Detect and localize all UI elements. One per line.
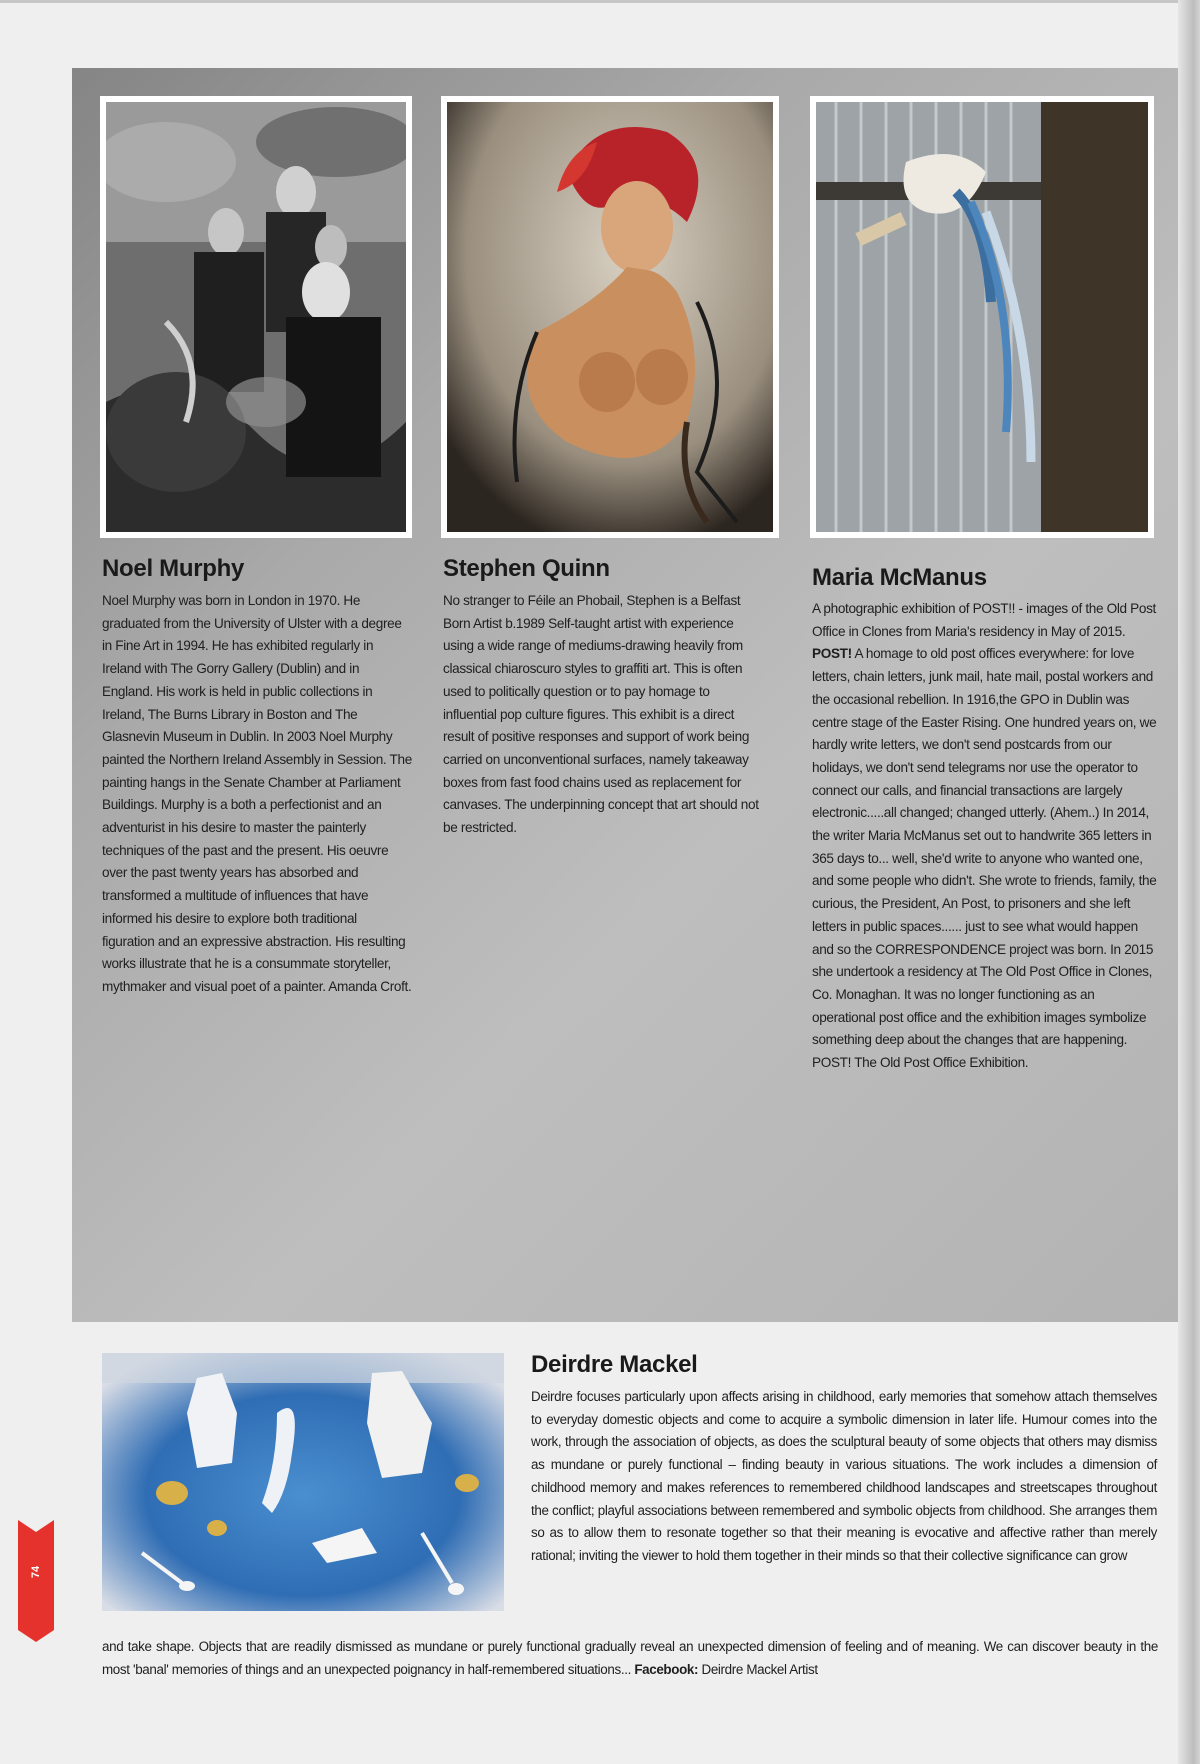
artist-name-maria-mcmanus: Maria McManus xyxy=(812,564,987,591)
page-gutter-shadow xyxy=(1178,0,1200,1764)
artist-name-noel-murphy: Noel Murphy xyxy=(102,555,245,582)
bio-maria-mcmanus xyxy=(812,598,1158,1075)
artist-name-deirdre-mackel: Deirdre Mackel xyxy=(531,1351,698,1378)
bio-maria-end: A homage to old post offices everywhere: for love letters, chain letters, junk mail, hate mail, postal workers and the occasional rebellion. In 1916,the GPO in Dublin was centre stage of the Easter Rising. One hundred years on, we hardly write letters, we don't send postcards from our holidays, we don't send telegrams nor use the operator to connect our calls, and financial transactions are largely electronic.....all changed; changed utterly. (Ahem..) In 2014, the writer Maria McManus set out to handwrite 365 letters in 365 days to... well, she'd write to anyone who wanted one, and some people who didn't. She wrote to friends, family, the curious, the President, An Post, to prisoners and she left letters in public spaces...... just to see what would happen and so the CORRESPONDENCE project was born. In 2015 she undertook a residency at The Old Post Office in Clones, Co. Monaghan. It was no longer functioning as an operational post office and the exhibition images symbolize something deep about the changes that are happening. POST! The Old Post Office Exhibition. xyxy=(812,646,1157,1071)
maria-mcmanus-photograph xyxy=(810,96,1154,538)
page-top-edge xyxy=(0,0,1200,3)
stephen-quinn-painting xyxy=(441,96,779,538)
page-number: 74 xyxy=(30,1565,42,1579)
bio-deirdre-mackel: Deirdre focuses particularly upon affects arising in childhood, early memories that somehow attach themselves to everyday domestic objects and come to acquire a symbolic dimension in later life. Humour comes into the work, through the association of objects, as does the sculptural beauty of some objects that others may dismiss as mundane or purely functional – finding beauty in various situations. The work includes a dimension of childhood memory and makes references to remembered childhood landscapes and streetscapes throughout the conflict; playful associations between remembered and symbolic objects from childhood. She arranges them so as to allow them to resonate together so that their meaning is evocative and affective rather than merely rational; inviting the viewer to hold them together in their minds so that their collective significance can grow xyxy=(531,1389,1157,1563)
facebook-label: Facebook: xyxy=(634,1661,699,1677)
facebook-value: Deirdre Mackel Artist xyxy=(698,1661,818,1677)
artist-name-stephen-quinn: Stephen Quinn xyxy=(443,555,610,582)
bio-stephen-quinn: No stranger to Féile an Phobail, Stephen is a Belfast Born Artist b.1989 Self-taught artist with experience using a wide range of mediums-drawing heavily from classical chiaroscuro styles to graffiti art. This is often used to politically question or to pay homage to influential pop culture figures. This exhibit is a direct result of positive responses and support of work being carried on unconventional surfaces, namely takeaway boxes from fast food chains used as replacement for canvases. The underpinning concept that art should not be restricted. xyxy=(443,593,759,836)
bio-maria-post-bold: POST! xyxy=(812,646,852,662)
bio-noel-murphy: Noel Murphy was born in London in 1970. He graduated from the University of Ulster with a degree in Fine Art in 1994. He has exhibited regularly in Ireland with The Gorry Gallery (Dublin) and in England. His work is held in public collections in Ireland, The Burns Library in Boston and The Glasnevin Museum in Dublin. In 2003 Noel Murphy painted the Northern Ireland Assembly in Session. The painting hangs in the Senate Chamber at Parliament Buildings. Murphy is a both a perfectionist and an adventurist in his desire to master the painterly techniques of the past and the present. His oeuvre over the past twenty years has absorbed and transformed a multitude of influences that have informed his desire to explore both traditional figuration and an expressive abstraction. His resulting works illustrate that he is a consummate storyteller, mythmaker and visual poet of a painter. Amanda Croft. xyxy=(102,593,412,994)
deirdre-mackel-painting xyxy=(102,1353,504,1611)
noel-murphy-painting xyxy=(100,96,412,538)
bio-deirdre-part2: and take shape. Objects that are readily dismissed as mundane or purely functional gradually reveal an unexpected dimension of feeling and of meaning. We can discover beauty in the most 'banal' memories of things and an unexpected poignancy in half-remembered situations... xyxy=(102,1639,1158,1677)
bio-deirdre-mackel-continued xyxy=(102,1636,1158,1681)
bio-maria-start: A photographic exhibition of POST!! - images of the Old Post Office in Clones from Maria's residency in May of 2015. xyxy=(812,601,1156,639)
